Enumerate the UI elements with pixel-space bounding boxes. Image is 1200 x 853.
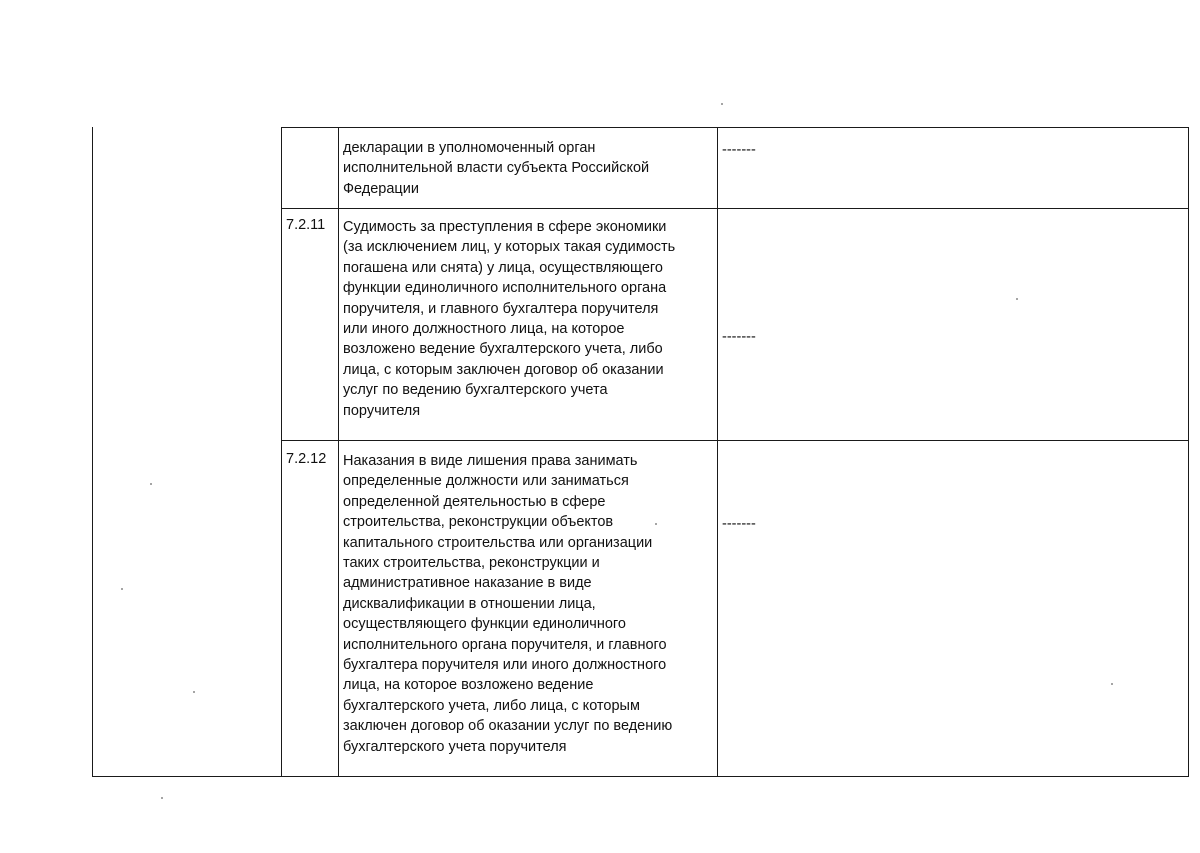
scan-speck bbox=[150, 483, 152, 485]
table-border-bottom bbox=[92, 776, 1189, 777]
scan-speck bbox=[1016, 298, 1018, 300]
scan-speck bbox=[193, 691, 195, 693]
row-2-value: ------- bbox=[722, 516, 756, 532]
scan-speck bbox=[121, 588, 123, 590]
row-divider-1 bbox=[281, 208, 1189, 209]
left-margin-rule bbox=[92, 127, 93, 777]
scan-speck bbox=[1111, 683, 1113, 685]
row-2-number: 7.2.12 bbox=[286, 451, 327, 467]
column-divider-value bbox=[717, 127, 718, 777]
table-border-top bbox=[281, 127, 1189, 128]
column-divider-number bbox=[338, 127, 339, 777]
row-0-description: декларации в уполномоченный орган исполнительной власти субъекта Российской Федерации bbox=[343, 140, 650, 197]
row-divider-2 bbox=[281, 440, 1189, 441]
row-1-description: Судимость за преступления в сфере экономики (за исключением лиц, у которых такая судимость погашена или снята) у лица, осуществляющего функции единоличного исполнительного органа поручителя, и главного бухгалтера поручителя или иного должностного лица, на которое возложено ведение бухгалтерского учета, либо лица, с которым заключен договор об оказании услуг по ведению бухгалтерского учета поручителя bbox=[343, 219, 676, 419]
row-1-number: 7.2.11 bbox=[286, 217, 326, 233]
row-0-value: ------- bbox=[722, 142, 756, 158]
scan-speck bbox=[655, 523, 657, 525]
table-border-right bbox=[1188, 127, 1189, 777]
table-border-left bbox=[281, 127, 282, 777]
scan-speck bbox=[721, 103, 723, 105]
scan-speck bbox=[161, 797, 163, 799]
row-2-description: Наказания в виде лишения права занимать определенные должности или заниматься определенной деятельностью в сфере строительства, реконструкции объектов капитального строительства или организации таких строительства, реконструкции и административное наказание в виде дисквалификации в отношении лица, осуществляющего функции единоличного исполнительного органа поручителя, и главного бухгалтера поручителя или иного должностного лица, на которое возложено ведение бухгалтерского учета, либо лица, с которым заключен договор об оказании услуг по ведению бухгалтерского учета поручителя bbox=[343, 453, 673, 755]
row-1-value: ------- bbox=[722, 329, 756, 345]
